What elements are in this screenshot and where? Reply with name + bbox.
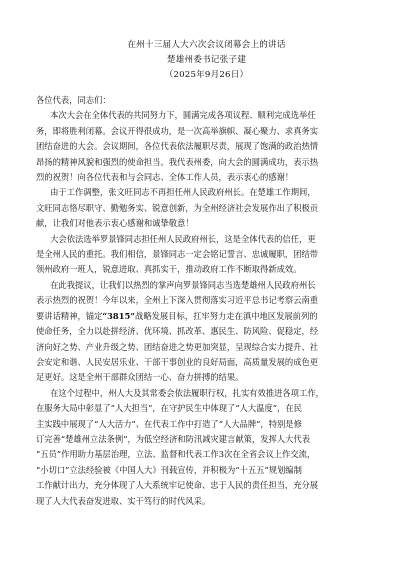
paragraph-line: 订完善“楚雄州立法条例”，为低空经济和防汛减灾建言献策，发挥人大代表	[36, 433, 310, 444]
paragraph	[36, 232, 377, 278]
speech-author: 楚雄州委书记张子建	[166, 55, 247, 65]
paragraph-line: 会安定和谐、人民安居乐业、干部干事创业的良好局面，高质量发展的成色更	[36, 356, 319, 367]
paragraph-line: 在服务大局中彰显了“人大担当”，在守护民生中体现了“人大温度”，在民	[36, 403, 302, 414]
paragraph	[36, 386, 377, 509]
paragraph-line: “五员”作用助力基层治理，立法、监督和代表工作3次在全省会议上作交流，	[36, 449, 316, 460]
paragraph-line: 表示热烈的祝贺！今年以来，全州上下深入贯彻落实习近平总书记考察云南重	[36, 295, 319, 306]
paragraph-line: 领州政府一班人，锐意进取、真抓实干，推动政府工作不断取得新成效。	[36, 264, 302, 275]
paragraph-line: 足更好。这是全州干部群众团结一心、奋力拼搏的结果。	[36, 372, 244, 383]
paragraph-line: 要讲话精神，锚定“3815”战略发展目标，扛牢努力走在滇中地区发展前列的	[36, 310, 318, 321]
paragraph-line: 大会依法选举罗景锋同志担任州人民政府州长，这是全体代表的信任，更	[50, 233, 316, 244]
paragraph-line: 由于工作调整，张文旺同志不再担任州人民政府州长。在楚雄工作期间，	[50, 187, 316, 198]
paragraph-line: 使命任务，全力以赴拼经济、优环境、抓改革、惠民生、防风险、促稳定，经	[36, 326, 319, 337]
paragraph-line: 在此我提议，让我们以热烈的掌声向罗景锋同志当选楚雄州人民政府州长	[50, 279, 316, 290]
paragraph-line: 团结奋进的大会。会议期间，各位代表依法履职尽责，展现了饱满的政治热情	[36, 141, 319, 152]
salutation: 各位代表，同志们：	[36, 95, 111, 105]
paragraph-line: 昂扬的精神风貌和强烈的使命担当。我代表州委，向大会的圆满成功，表示热	[36, 156, 319, 167]
paragraph-line: 现了人大代表奋发进取、实干笃行的时代风采。	[36, 495, 211, 506]
paragraph-line: 在这个过程中，州人大及其常委会依法履职行权，扎实有效推进各项工作，	[50, 387, 324, 398]
paragraph-line: 献，让我们对他表示衷心感谢和诚挚敬意！	[36, 218, 194, 229]
paragraph-line: 本次大会在全体代表的共同努力下，圆满完成各项议程、顺利完成选举任	[50, 110, 316, 121]
paragraph-line: 烈的祝贺！向各位代表和与会同志、全体工作人员，表示衷心的感谢！	[36, 172, 294, 183]
speech-header	[36, 38, 377, 83]
paragraph-line: 济向好之势、产业升级之势、团结奋进之势更加突显，呈现综合实力提升、社	[36, 341, 319, 352]
speech-body	[36, 108, 377, 509]
paragraph	[36, 108, 377, 185]
paragraph-line: 是全州人民的重托。我们相信，景锋同志一定会铭记誓言、忠诚履职，团结带	[36, 249, 319, 260]
speech-title: 在州十三届人大六次会议闭幕会上的讲话	[127, 40, 286, 50]
highlight-text: “3815”	[102, 310, 136, 321]
speech-date: （2025年9月26日）	[164, 70, 249, 80]
paragraph-line: “小切口”立法经验被《中国人大》刊载宣传，并积极为“十五五”规划编制	[36, 464, 302, 475]
paragraph-line: 文旺同志恪尽职守、勤勉务实、锐意创新，为全州经济社会发展作出了积极贡	[36, 202, 319, 213]
paragraph	[36, 278, 377, 386]
paragraph	[36, 185, 377, 231]
paragraph-line: 工作献计出力，充分体现了人大系统牢记使命、忠于人民的责任担当，充分展	[36, 480, 319, 491]
paragraph-line: 务，即将胜利闭幕。会议开得很成功，是一次高举旗帜、凝心聚力、求真务实	[36, 125, 319, 136]
paragraph-line: 主实践中展现了“人大活力”、在代表工作中打造了“人大品牌”，特别是修	[36, 418, 302, 429]
